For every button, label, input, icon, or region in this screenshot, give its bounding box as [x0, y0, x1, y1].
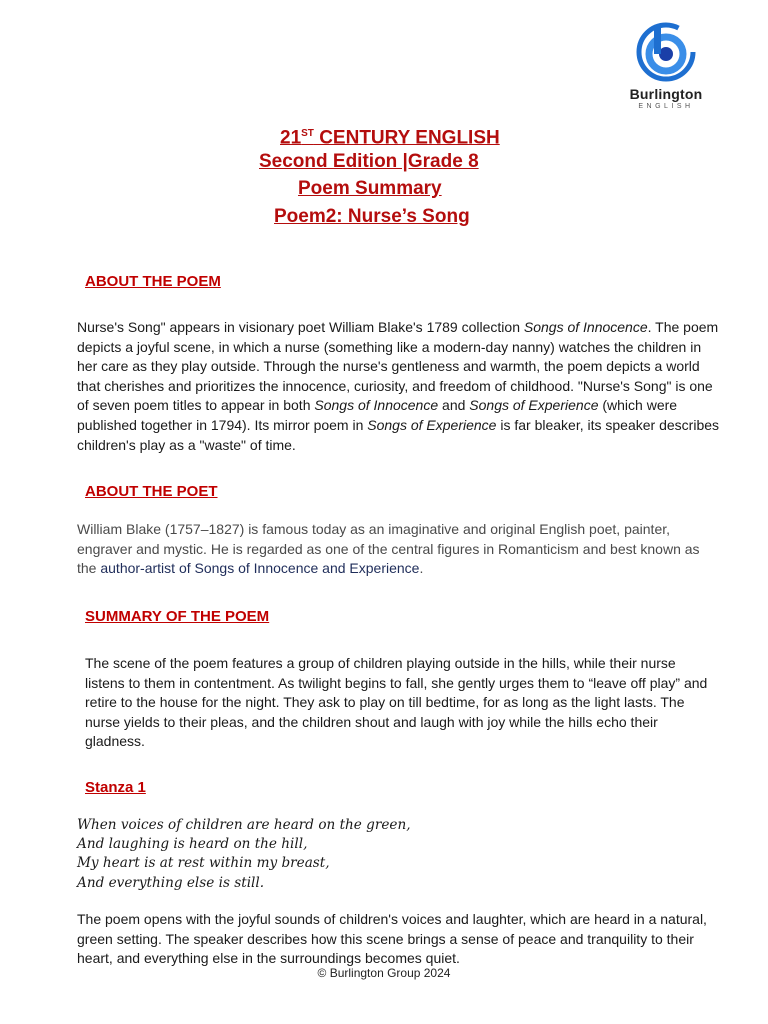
about-poem-text-1: Nurse's Song" appears in visionary poet William Blake's 1789 collection: [77, 319, 524, 335]
title-line-3: Poem Summary: [298, 178, 442, 199]
stanza-line: And laughing is heard on the hill,: [77, 836, 308, 853]
title-number: 21: [280, 127, 302, 149]
about-poem-em-2: Songs of Innocence: [314, 397, 439, 414]
stanza-line: My heart is at rest within my breast,: [77, 855, 330, 872]
title-line-1: [280, 122, 500, 150]
stanza-1-lines: [77, 816, 411, 893]
about-poet-link-text: author-artist of Songs of Innocence and Experience: [100, 560, 420, 577]
burlington-logo: [612, 22, 720, 110]
logo-subtitle: ENGLISH: [638, 103, 694, 110]
title-line-4: Poem2: Nurse’s Song: [274, 206, 470, 227]
title-line-2: Second Edition |Grade 8: [259, 151, 479, 172]
summary-heading: SUMMARY OF THE POEM: [85, 608, 270, 625]
about-poem-text-4: (which were published together in 1794). Its mirror poem in: [77, 397, 678, 433]
about-poem-text-3: and: [438, 397, 470, 414]
about-poem-paragraph: [77, 318, 722, 455]
copyright-footer: © Burlington Group 2024: [317, 966, 451, 980]
about-poet-heading: ABOUT THE POET: [85, 483, 218, 500]
about-poem-em-3: Songs of Experience: [469, 397, 599, 414]
about-poem-text-2: . The poem depicts a joyful scene, in which a nurse (something like a modern-day nanny) watches the children in her care as they play outside. Through the nurse's gentleness and warmth, the poem depicts a world that cherishes and prioritizes the innocence, curiosity, and freedom of childhood. "Nurse's Song" is one of seven poem titles to appear in both: [77, 319, 719, 414]
stanza-line: When voices of children are heard on the green,: [77, 817, 411, 833]
about-poem-text-5: is far bleaker, its speaker describes children's play as a "waste" of time.: [77, 416, 720, 453]
title-superscript: ST: [301, 128, 314, 139]
about-poem-em-1: Songs of Innocence: [523, 319, 648, 335]
stanza-line: And everything else is still.: [77, 874, 265, 891]
stanza-1-heading: Stanza 1: [85, 779, 146, 796]
about-poem-heading: ABOUT THE POEM: [85, 273, 221, 290]
about-poet-text: William Blake (1757–1827) is famous today as an imaginative and original English poet, painter, engraver and mystic. He is regarded as one of the central figures in Romanticism and best known as the: [77, 521, 700, 577]
burlington-logo-icon: [636, 22, 696, 82]
logo-wordmark: Burlington: [629, 86, 703, 102]
about-poet-paragraph: [77, 520, 722, 579]
about-poet-end: .: [419, 560, 424, 577]
stanza-1-explanation: The poem opens with the joyful sounds of children's voices and laughter, which are heard in a natural, green setting. The speaker describes how this scene brings a sense of peace and tranquility to their heart, and everything else in the surroundings becomes quiet.: [77, 911, 707, 967]
title-text: CENTURY ENGLISH: [313, 127, 500, 149]
summary-paragraph: The scene of the poem features a group of children playing outside in the hills, while their nurse listens to them in contentment. As twilight begins to fall, she gently urges them to “leave off play” and retire to the house for the night. They ask to play on till bedtime, for as long as the light lasts. The nurse yields to their pleas, and the children shout and laugh with joy while the hills echo their gladness.: [85, 655, 708, 750]
about-poem-em-4: Songs of Experience: [367, 416, 497, 433]
